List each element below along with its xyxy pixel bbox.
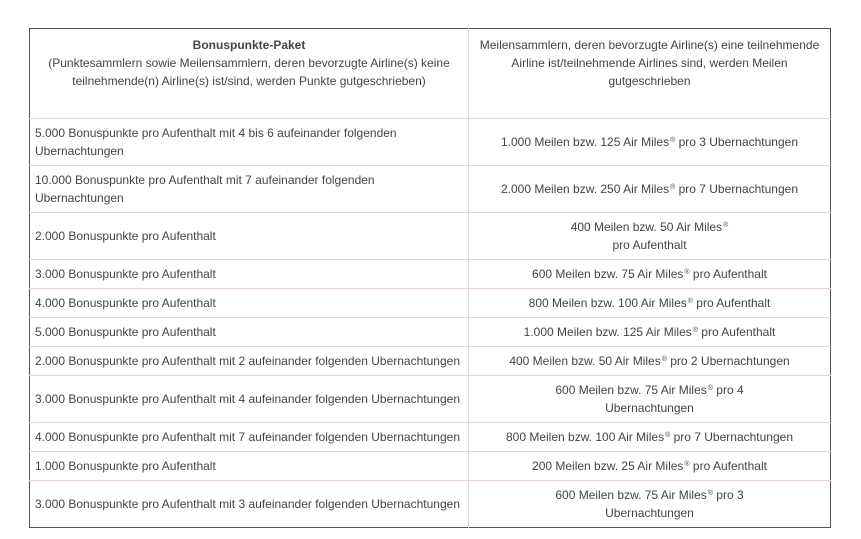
miles-amount: 400 Meilen bzw. 50 Air Miles [570, 220, 723, 234]
miles-unit: pro Aufenthalt [697, 325, 776, 339]
registered-mark: ® [707, 490, 713, 497]
points-cell: 2.000 Bonuspunkte pro Aufenthalt mit 2 aufeinander folgenden Ubernachtungen [30, 347, 469, 376]
points-cell: 2.000 Bonuspunkte pro Aufenthalt [30, 213, 469, 260]
miles-amount: 600 Meilen bzw. 75 Air Miles [555, 383, 707, 397]
table-row [30, 347, 831, 376]
table-row [30, 376, 831, 423]
miles-amount: 2.000 Meilen bzw. 250 Air Miles [500, 182, 670, 196]
points-cell: 3.000 Bonuspunkte pro Aufenthalt [30, 260, 469, 289]
miles-cell [469, 347, 831, 376]
miles-amount: 600 Meilen bzw. 75 Air Miles [532, 267, 684, 281]
points-cell: 5.000 Bonuspunkte pro Aufenthalt [30, 318, 469, 347]
miles-cell [469, 318, 831, 347]
miles-cell [469, 213, 831, 260]
table-row [30, 213, 831, 260]
header-miles-collectors-text: Meilensammlern, deren bevorzugte Airline(s) eine teilnehmende Airline ist/teilnehmende Airlines sind, werden Meilen gutgeschrieben [479, 38, 820, 88]
header-bonus-package [30, 29, 469, 119]
table-row [30, 318, 831, 347]
table-row [30, 452, 831, 481]
miles-amount: 400 Meilen bzw. 50 Air Miles [509, 354, 661, 368]
miles-cell [469, 452, 831, 481]
header-miles-collectors [469, 29, 831, 119]
registered-mark: ® [687, 298, 693, 305]
miles-unit: pro 7 Ubernachtungen [670, 430, 794, 444]
miles-unit: pro Aufenthalt [692, 296, 771, 310]
registered-mark: ® [670, 137, 676, 144]
header-bonus-package-subtitle: (Punktesammlern sowie Meilensammlern, deren bevorzugte Airline(s) keine teilnehmende(n) Airline(s) ist/sind, werden Punkte gutgeschrieben) [48, 56, 450, 88]
miles-unit: pro Aufenthalt [612, 238, 687, 252]
header-bonus-package-title: Bonuspunkte-Paket [192, 38, 306, 52]
table-row [30, 119, 831, 166]
miles-cell: 600 Meilen bzw. 75 Air Miles® pro 3 Ubernachtungen [469, 481, 831, 528]
registered-mark: ® [665, 432, 671, 439]
miles-cell [469, 289, 831, 318]
points-cell: 10.000 Bonuspunkte pro Aufenthalt mit 7 aufeinander folgenden Ubernachtungen [30, 166, 469, 213]
miles-unit: pro 2 Ubernachtungen [666, 354, 790, 368]
points-cell: 5.000 Bonuspunkte pro Aufenthalt mit 4 bis 6 aufeinander folgenden Ubernachtungen [30, 119, 469, 166]
registered-mark: ® [723, 222, 729, 229]
points-cell: 4.000 Bonuspunkte pro Aufenthalt [30, 289, 469, 318]
miles-cell [469, 166, 831, 213]
registered-mark: ® [684, 461, 690, 468]
points-cell: 1.000 Bonuspunkte pro Aufenthalt [30, 452, 469, 481]
registered-mark: ® [684, 269, 690, 276]
points-cell: 3.000 Bonuspunkte pro Aufenthalt mit 3 aufeinander folgenden Ubernachtungen [30, 481, 469, 528]
miles-amount: 800 Meilen bzw. 100 Air Miles [528, 296, 687, 310]
miles-amount: 200 Meilen bzw. 25 Air Miles [532, 459, 684, 473]
points-cell: 3.000 Bonuspunkte pro Aufenthalt mit 4 aufeinander folgenden Ubernachtungen [30, 376, 469, 423]
registered-mark: ® [692, 327, 698, 334]
miles-cell [469, 119, 831, 166]
table-row [30, 166, 831, 213]
miles-cell: 600 Meilen bzw. 75 Air Miles® pro 4 Ubernachtungen [469, 376, 831, 423]
miles-amount: 800 Meilen bzw. 100 Air Miles [505, 430, 665, 444]
miles-unit: pro Aufenthalt [689, 267, 767, 281]
miles-amount: 600 Meilen bzw. 75 Air Miles [555, 488, 707, 502]
miles-cell [469, 260, 831, 289]
miles-unit: pro 7 Ubernachtungen [675, 182, 799, 196]
miles-cell [469, 423, 831, 452]
registered-mark: ® [670, 184, 676, 191]
miles-amount: 1.000 Meilen bzw. 125 Air Miles [523, 325, 692, 339]
table-row [30, 289, 831, 318]
miles-amount: 1.000 Meilen bzw. 125 Air Miles [500, 135, 670, 149]
miles-unit: pro 3 Ubernachtungen [675, 135, 799, 149]
bonus-points-table [29, 28, 831, 528]
points-cell: 4.000 Bonuspunkte pro Aufenthalt mit 7 aufeinander folgenden Ubernachtungen [30, 423, 469, 452]
miles-unit: pro Aufenthalt [689, 459, 767, 473]
table-row [30, 481, 831, 528]
table-row [30, 423, 831, 452]
registered-mark: ® [707, 385, 713, 392]
table-row [30, 260, 831, 289]
table-header-row [30, 29, 831, 119]
registered-mark: ® [661, 356, 667, 363]
